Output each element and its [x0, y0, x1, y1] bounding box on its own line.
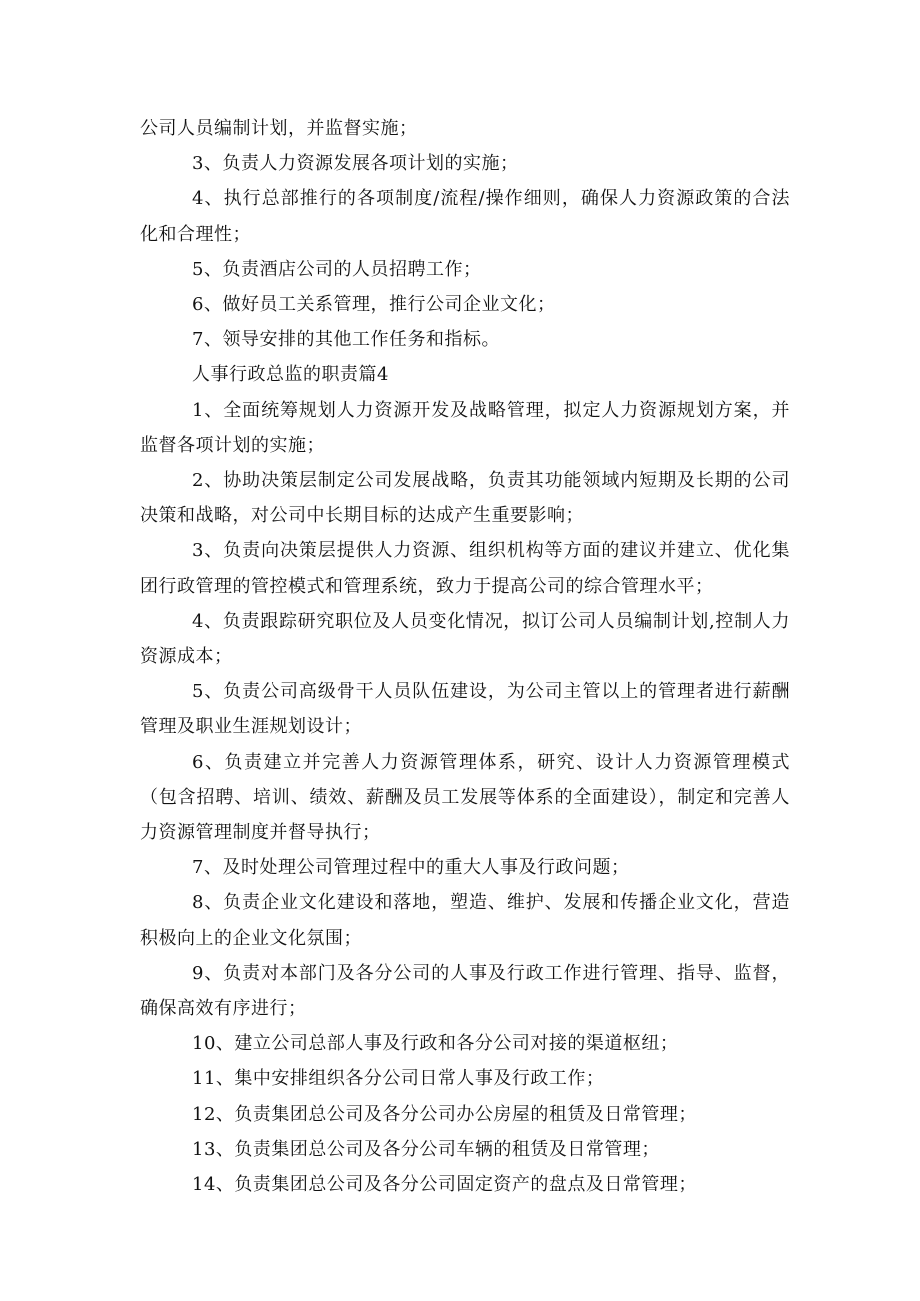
document-body	[140, 111, 790, 1202]
list-item: 10、建立公司总部人事及行政和各分公司对接的渠道枢纽；	[192, 1033, 679, 1055]
list-item: 3、负责向决策层提供人力资源、组织机构等方面的建议并建立、优化集团行政管理的管控模式和管理系统，致力于提高公司的综合管理水平；	[140, 540, 790, 597]
list-item: 7、领导安排的其他工作任务和指标。	[192, 329, 500, 351]
list-item: 7、及时处理公司管理过程中的重大人事及行政问题；	[192, 857, 630, 879]
section-heading: 人事行政总监的职责篇4	[192, 364, 389, 386]
list-item: 13、负责集团总公司及各分公司车辆的租赁及日常管理；	[192, 1138, 660, 1160]
list-item: 14、负责集团总公司及各分公司固定资产的盘点及日常管理；	[192, 1174, 697, 1196]
list-item: 4、执行总部推行的各项制度/流程/操作细则，确保人力资源政策的合法化和合理性；	[140, 188, 790, 245]
list-item: 1、全面统筹规划人力资源开发及战略管理，拟定人力资源规划方案，并监督各项计划的实施；	[140, 399, 790, 456]
list-item: 12、负责集团总公司及各分公司办公房屋的租赁及日常管理；	[192, 1103, 697, 1125]
list-item: 3、负责人力资源发展各项计划的实施；	[192, 153, 519, 175]
list-item: 6、做好员工关系管理，推行公司企业文化；	[192, 294, 556, 316]
list-item: 11、集中安排组织各分公司日常人事及行政工作；	[192, 1068, 605, 1090]
list-item: 5、负责公司高级骨干人员队伍建设，为公司主管以上的管理者进行薪酬管理及职业生涯规划设计；	[140, 681, 790, 738]
list-item: 2、协助决策层制定公司发展战略，负责其功能领域内短期及长期的公司决策和战略，对公司中长期目标的达成产生重要影响；	[140, 470, 790, 527]
paragraph-continuation: 公司人员编制计划，并监督实施；	[140, 118, 418, 139]
list-item: 4、负责跟踪研究职位及人员变化情况，拟订公司人员编制计划,控制人力资源成本；	[140, 610, 790, 668]
list-item: 6、负责建立并完善人力资源管理体系，研究、设计人力资源管理模式（包含招聘、培训、绩效、薪酬及员工发展等体系的全面建设），制定和完善人力资源管理制度并督导执行；	[140, 751, 790, 844]
list-item: 5、负责酒店公司的人员招聘工作；	[192, 258, 482, 280]
list-item: 8、负责企业文化建设和落地，塑造、维护、发展和传播企业文化，营造积极向上的企业文化氛围；	[140, 892, 790, 949]
list-item: 9、负责对本部门及各分公司的人事及行政工作进行管理、指导、监督，确保高效有序进行；	[140, 962, 790, 1020]
